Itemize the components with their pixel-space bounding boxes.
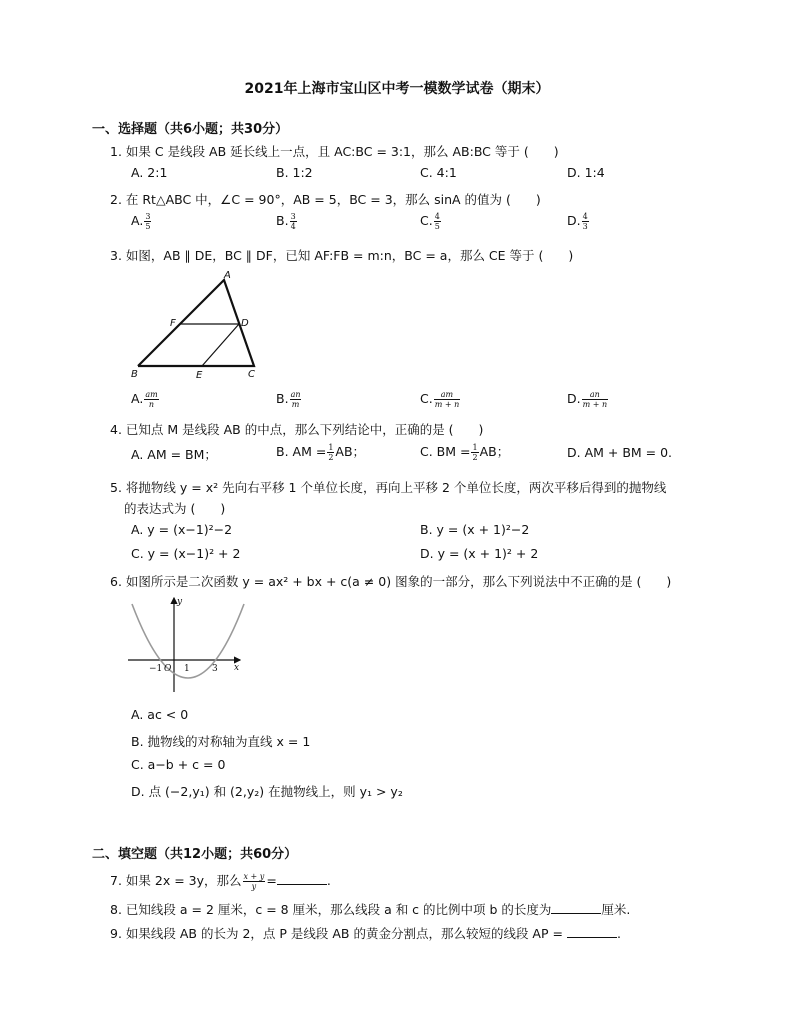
question-1-option-d: D. 1:4 [567,165,605,180]
question-4-option-b: B. AM = $\frac{1}{2}$ AB； [276,443,366,462]
question-7-answer-blank[interactable] [277,872,327,885]
question-8-answer-blank[interactable] [551,901,601,914]
question-4-option-c: C. BM = $\frac{1}{2}$ AB； [420,443,510,462]
point-label-c: C [248,369,255,380]
question-5-stem-line-2: 的表达式为 ( ) [124,501,226,516]
question-6-option-d: D. 点 (−2,y₁) 和 (2,y₂) 在抛物线上，则 y₁ > y₂ [131,784,403,799]
question-3-option-c: C. $\frac{am}{m + n}$ [420,390,460,409]
question-6-parabola-graph [124,592,249,694]
question-3-triangle-figure [128,270,268,382]
origin-label: O [164,664,172,674]
triangle-abc [138,280,254,366]
question-6-stem: 6. 如图所示是二次函数 y = ax² + bx + c(a ≠ 0) 图象的一部分，那么下列说法中不正确的是 ( ) [110,574,672,589]
question-2-option-b: B. $\frac{3}{4}$ [276,212,296,231]
question-1-option-a: A. 2:1 [131,165,168,180]
question-3-option-b: B. $\frac{an}{m}$ [276,390,301,409]
point-label-e: E [196,370,203,381]
question-1-option-c: C. 4:1 [420,165,457,180]
question-2-option-d: D. $\frac{4}{3}$ [567,212,588,231]
question-5-stem-line-1: 5. 将抛物线 y = x² 先向右平移 1 个单位长度，再向上平移 2 个单位长度，两次平移后得到的抛物线 [110,480,667,495]
question-3-stem: 3. 如图，AB ∥ DE，BC ∥ DF，已知 AF:FB = m:n，BC = a，那么 CE 等于 ( ) [110,248,574,263]
question-6-option-c: C. a−b + c = 0 [131,757,226,772]
question-5-option-b: B. y = (x + 1)²−2 [420,522,530,537]
section-heading-fill-in: 二、填空题（共12小题；共60分） [92,847,298,862]
x-axis-label: x [234,663,240,673]
point-label-a: A [224,270,231,281]
question-4-stem: 4. 已知点 M 是线段 AB 的中点，那么下列结论中，正确的是 ( ) [110,422,484,437]
question-2-option-a: A. $\frac{3}{5}$ [131,212,151,231]
question-5-option-a: A. y = (x−1)²−2 [131,522,233,537]
section-heading-choice: 一、选择题（共6小题；共30分） [92,122,289,137]
question-6-option-a: A. ac < 0 [131,707,189,722]
question-3-option-d: D. $\frac{an}{m + n}$ [567,390,608,409]
question-7: 7. 如果 2x = 3y，那么 $\frac{x + y}{y}$ = . [110,872,331,891]
question-2-stem: 2. 在 Rt△ABC 中，∠C = 90°，AB = 5，BC = 3，那么 sinA 的值为 ( ) [110,192,541,207]
question-5-option-d: D. y = (x + 1)² + 2 [420,546,539,561]
tick-label-3: 3 [212,664,218,674]
question-4-option-a: A. AM = BM； [131,447,217,462]
question-6-option-b: B. 抛物线的对称轴为直线 x = 1 [131,734,311,749]
question-9: 9. 如果线段 AB 的长为 2，点 P 是线段 AB 的黄金分割点，那么较短的线段 AP = . [110,926,621,941]
page-title: 2021年上海市宝山区中考一模数学试卷（期末） [244,81,550,97]
y-axis-label: y [177,597,183,607]
question-1-stem: 1. 如果 C 是线段 AB 延长线上一点，且 AC:BC = 3:1，那么 AB:BC 等于 ( ) [110,144,559,159]
segment-de [202,324,239,366]
point-label-b: B [131,369,138,380]
point-label-d: D [241,318,249,329]
question-9-answer-blank[interactable] [567,925,617,938]
question-8: 8. 已知线段 a = 2 厘米，c = 8 厘米，那么线段 a 和 c 的比例中项 b 的长度为 厘米. [110,902,631,917]
question-3-option-a: A. $\frac{am}{n}$ [131,390,158,409]
question-4-option-d: D. AM + BM = 0. [567,445,673,460]
question-5-option-c: C. y = (x−1)² + 2 [131,546,241,561]
point-label-f: F [170,318,176,329]
question-2-option-c: C. $\frac{4}{5}$ [420,212,440,231]
tick-label-neg1: −1 [149,664,163,674]
tick-label-1: 1 [184,664,190,674]
question-1-option-b: B. 1:2 [276,165,313,180]
